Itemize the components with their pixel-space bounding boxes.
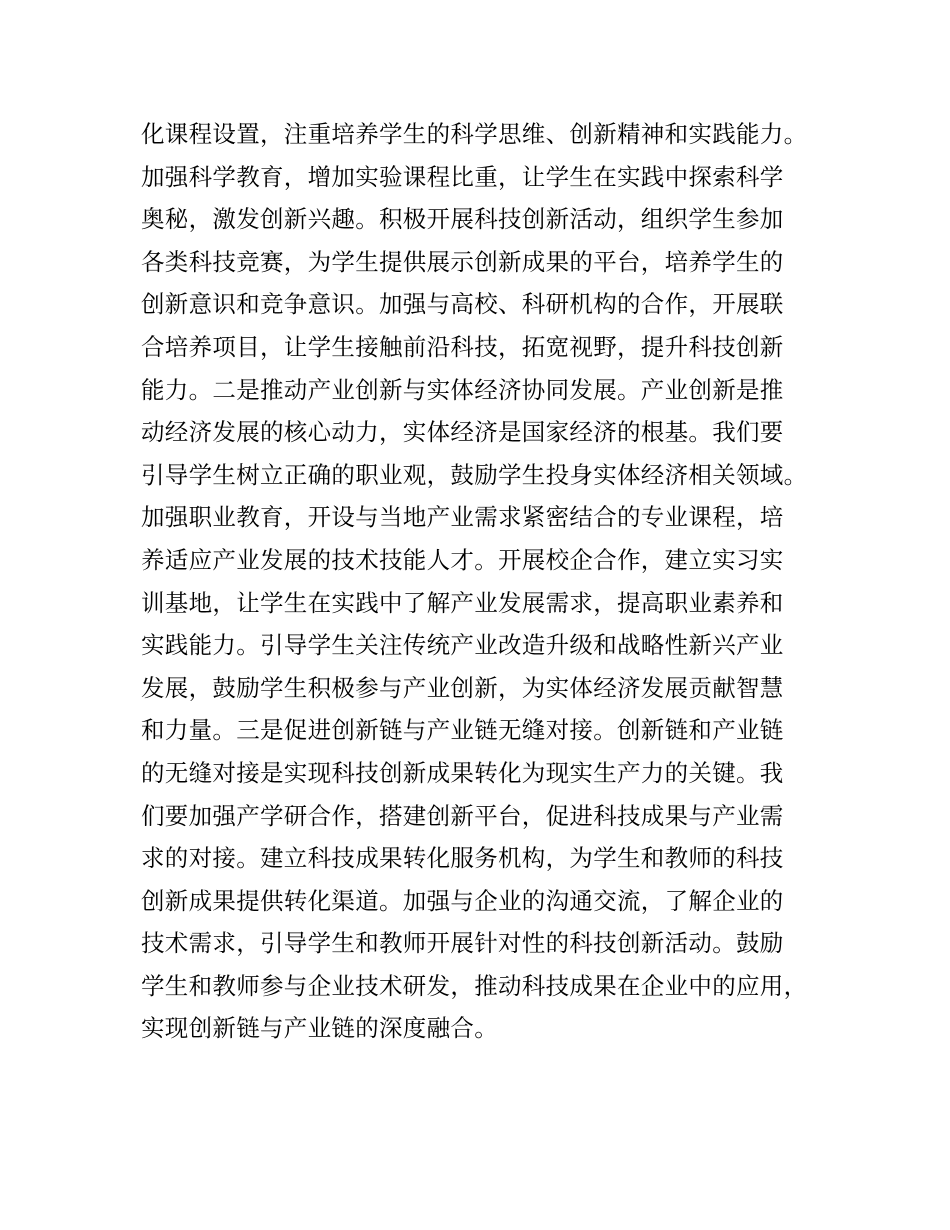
text-line: 养适应产业发展的技术技能人才。开展校企合作，建立实习实 [141, 545, 784, 574]
text-line: 加强科学教育，增加实验课程比重，让学生在实践中探索科学 [141, 162, 784, 191]
body-paragraph [141, 113, 841, 1050]
text-line: 求的对接。建立科技成果转化服务机构，为学生和教师的科技 [141, 844, 784, 873]
text-line: 动经济发展的核心动力，实体经济是国家经济的根基。我们要 [141, 418, 784, 447]
text-line: 学生和教师参与企业技术研发，推动科技成果在企业中的应用， [141, 971, 808, 1000]
text-line: 创新意识和竞争意识。加强与高校、科研机构的合作，开展联 [141, 290, 784, 319]
text-line: 的无缝对接是实现科技创新成果转化为现实生产力的关键。我 [141, 758, 784, 787]
text-line: 加强职业教育，开设与当地产业需求紧密结合的专业课程，培 [141, 503, 784, 532]
text-line: 实践能力。引导学生关注传统产业改造升级和战略性新兴产业 [141, 631, 784, 660]
text-line: 各类科技竞赛，为学生提供展示创新成果的平台，培养学生的 [141, 247, 784, 276]
text-line: 技术需求，引导学生和教师开展针对性的科技创新活动。鼓励 [141, 929, 784, 958]
text-line: 奥秘，激发创新兴趣。积极开展科技创新活动，组织学生参加 [141, 205, 784, 234]
text-line: 们要加强产学研合作，搭建创新平台，促进科技成果与产业需 [141, 801, 784, 830]
text-line: 引导学生树立正确的职业观，鼓励学生投身实体经济相关领域。 [141, 460, 808, 489]
text-line: 发展，鼓励学生积极参与产业创新，为实体经济发展贡献智慧 [141, 673, 784, 702]
text-line: 能力。二是推动产业创新与实体经济协同发展。产业创新是推 [141, 375, 784, 404]
text-line: 合培养项目，让学生接触前沿科技，拓宽视野，提升科技创新 [141, 332, 784, 361]
text-line: 训基地，让学生在实践中了解产业发展需求，提高职业素养和 [141, 588, 784, 617]
text-line: 和力量。三是促进创新链与产业链无缝对接。创新链和产业链 [141, 716, 784, 745]
text-line: 化课程设置，注重培养学生的科学思维、创新精神和实践能力。 [141, 120, 808, 148]
text-line: 创新成果提供转化渠道。加强与企业的沟通交流，了解企业的 [141, 886, 784, 915]
text-line: 实现创新链与产业链的深度融合。 [141, 1014, 498, 1043]
